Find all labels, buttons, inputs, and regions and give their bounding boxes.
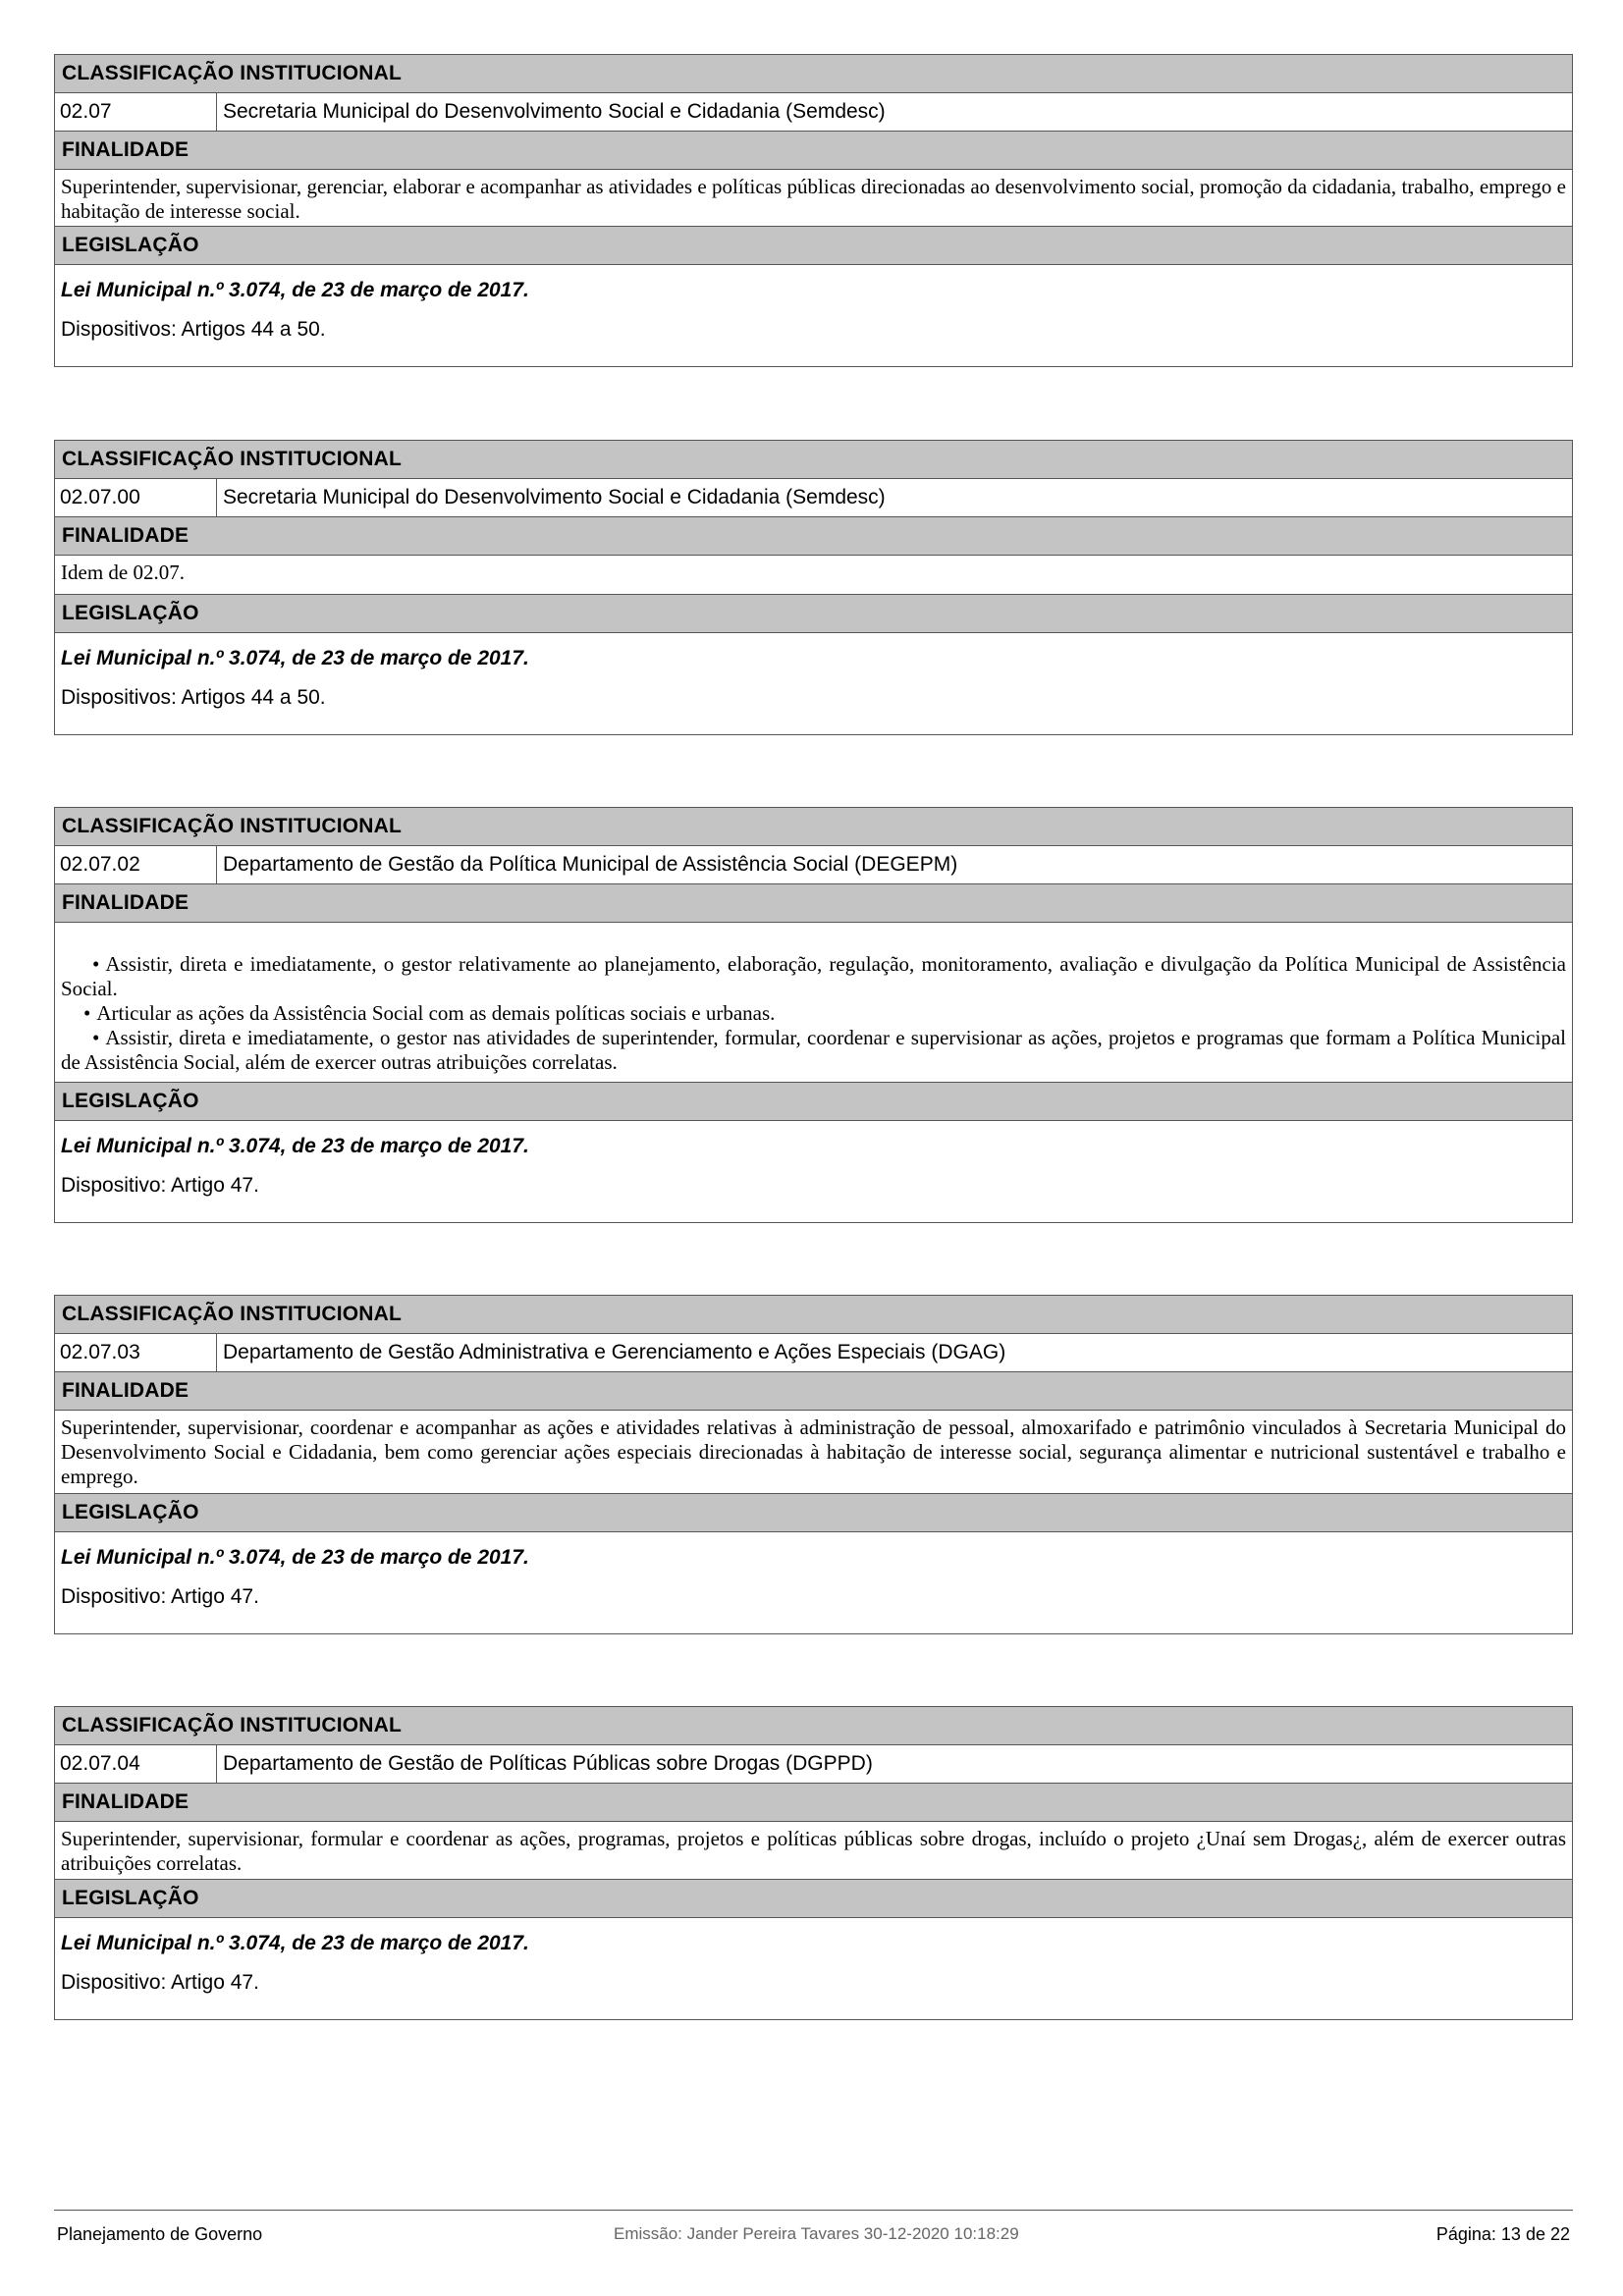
classificacao-header: CLASSIFICAÇÃO INSTITUCIONAL [55, 1296, 1572, 1334]
classification-block [54, 1295, 1573, 1634]
bullet-icon: • [92, 952, 100, 976]
classification-row [55, 1745, 1572, 1784]
footer-title: Planejamento de Governo [57, 2224, 263, 2244]
finalidade-header: FINALIDADE [55, 1372, 1572, 1411]
finalidade-text: Superintender, supervisionar, coordenar e acompanhar as ações e atividades relativas à administração de pessoal, almoxarifado e patrimônio vinculados à Secretaria Municipal do Desenvolvimento Social e Cidadania, bem como gerenciar ações especiais direcionadas à habitação de interesse social, segurança alimentar e nutricional sustentável e trabalho e emprego. [55, 1411, 1572, 1494]
organization-name: Departamento de Gestão de Políticas Públicas sobre Drogas (DGPPD) [223, 1752, 873, 1775]
classification-code: 02.07.02 [55, 846, 217, 883]
list-item: • Assistir, direta e imediatamente, o gestor nas atividades de superintender, formular, coordenar e supervisionar as ações, projetos e programas que formam a Política Municipal de Assistência Social, além de exercer outras atribuições correlatas. [61, 1026, 1566, 1074]
legislacao-header: LEGISLAÇÃO [55, 227, 1572, 265]
finalidade-text: Superintender, supervisionar, gerenciar, elaborar e acompanhar as atividades e políticas públicas direcionadas ao desenvolvimento social, promoção da cidadania, trabalho, emprego e habitação de interesse social. [55, 170, 1572, 227]
finalidade-header: FINALIDADE [55, 1784, 1572, 1822]
bullet-icon: • [92, 1026, 100, 1049]
organization-name: Departamento de Gestão Administrativa e Gerenciamento e Ações Especiais (DGAG) [223, 1341, 1006, 1363]
law-reference: Lei Municipal n.º 3.074, de 23 de março de 2017. [61, 647, 529, 669]
bullet-icon: • [83, 1001, 91, 1025]
finalidade-header: FINALIDADE [55, 132, 1572, 170]
classification-block [54, 1706, 1573, 2020]
footer-emission: Emissão: Jander Pereira Tavares 30-12-2020 10:18:29 [614, 2224, 1019, 2243]
dispositivos-text: Dispositivos: Artigos 44 a 50. [61, 318, 326, 341]
page-footer [54, 2210, 1573, 2250]
classificacao-header: CLASSIFICAÇÃO INSTITUCIONAL [55, 55, 1572, 93]
classification-code: 02.07.03 [55, 1334, 217, 1371]
law-reference: Lei Municipal n.º 3.074, de 23 de março de 2017. [61, 1135, 529, 1157]
classification-row [55, 479, 1572, 517]
organization-name: Secretaria Municipal do Desenvolvimento Social e Cidadania (Semdesc) [223, 486, 886, 508]
finalidade-header: FINALIDADE [55, 517, 1572, 556]
legislacao-header: LEGISLAÇÃO [55, 1880, 1572, 1918]
legislacao-header: LEGISLAÇÃO [55, 595, 1572, 633]
classificacao-header: CLASSIFICAÇÃO INSTITUCIONAL [55, 808, 1572, 846]
finalidade-header: FINALIDADE [55, 884, 1572, 923]
classification-row [55, 846, 1572, 884]
dispositivos-text: Dispositivo: Artigo 47. [61, 1174, 259, 1197]
classification-row [55, 93, 1572, 132]
law-reference: Lei Municipal n.º 3.074, de 23 de março de 2017. [61, 1932, 529, 1954]
dispositivos-text: Dispositivo: Artigo 47. [61, 1971, 259, 1994]
classification-code: 02.07.00 [55, 479, 217, 516]
classification-block [54, 807, 1573, 1223]
law-reference: Lei Municipal n.º 3.074, de 23 de março de 2017. [61, 1546, 529, 1569]
classification-code: 02.07.04 [55, 1745, 217, 1783]
page-number: Página: 13 de 22 [1435, 2224, 1570, 2244]
organization-name: Secretaria Municipal do Desenvolvimento Social e Cidadania (Semdesc) [223, 100, 886, 123]
list-item: • Articular as ações da Assistência Social com as demais políticas sociais e urbanas. [83, 1001, 776, 1025]
law-reference: Lei Municipal n.º 3.074, de 23 de março de 2017. [61, 279, 529, 301]
classification-block [54, 54, 1573, 367]
finalidade-text: Superintender, supervisionar, formular e coordenar as ações, programas, projetos e políticas públicas sobre drogas, incluído o projeto ¿Unaí sem Drogas¿, além de exercer outras atribuições correlatas. [55, 1822, 1572, 1880]
classificacao-header: CLASSIFICAÇÃO INSTITUCIONAL [55, 441, 1572, 479]
list-item: • Assistir, direta e imediatamente, o gestor relativamente ao planejamento, elaboração, regulação, monitoramento, avaliação e divulgação da Política Municipal de Assistência Social. [61, 952, 1566, 1000]
finalidade-list [55, 923, 1572, 1083]
finalidade-text: Idem de 02.07. [55, 556, 1572, 595]
organization-name: Departamento de Gestão da Política Municipal de Assistência Social (DEGEPM) [223, 853, 958, 876]
classification-block [54, 440, 1573, 735]
classification-row [55, 1334, 1572, 1372]
legislacao-header: LEGISLAÇÃO [55, 1083, 1572, 1121]
classification-code: 02.07 [55, 93, 217, 131]
classificacao-header: CLASSIFICAÇÃO INSTITUCIONAL [55, 1707, 1572, 1745]
legislacao-header: LEGISLAÇÃO [55, 1494, 1572, 1532]
dispositivos-text: Dispositivos: Artigos 44 a 50. [61, 686, 326, 709]
dispositivos-text: Dispositivo: Artigo 47. [61, 1585, 259, 1608]
